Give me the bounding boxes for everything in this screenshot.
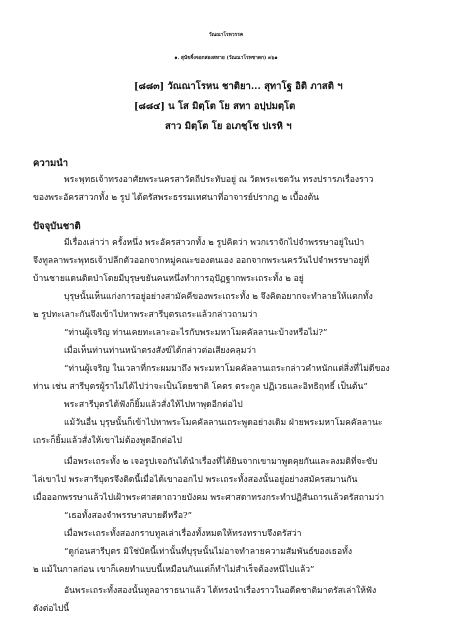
paragraph-line: ไล่เขาไป พระสารีบุตรจึงติดนี้เมื่อได้เขาออกไป พระเถระทั้งสองนั้นอยู่อย่างสมัครสมานกัน bbox=[33, 475, 358, 485]
paragraph-line: เถระก็ยิ้มแล้วสั่งให้เขาไม่ต้องพูดอีกต่อไป bbox=[33, 436, 182, 446]
page-subtitle: ๑. สุนัขจิ้งจอกสองสหาย (วัณณาโรหชาดก) ๓๖๑ bbox=[174, 55, 278, 61]
paragraph-line: เมื่อพระเถระทั้งสองกราบทูลเล่าเรื่องทั้งหมดให้ทรงทราบจึงตรัสว่า bbox=[64, 529, 302, 539]
paragraph-line: แม้วันอื่น บุรุษนั้นก็เข้าไปหาพระโมคคัลลานเถระพูดอย่างเดิม ฝ่ายพระมหาโมคคัลลานะ bbox=[64, 418, 383, 428]
verse-line-1: [๘๘๓] วัณณาโรหน ชาติยา... สุทาโฐ อิติ ภาสติ ฯ bbox=[134, 81, 343, 92]
paragraph-line: อันพระเถระทั้งสองนั้นทูลอาราธนาแล้ว ได้ทรงนำเรื่องราวในอดีตชาติมาตรัสเล่าให้ฟัง bbox=[64, 586, 377, 596]
paragraph-line: ๒ รูปทะเลาะกันจึงเข้าไปหาพระสารีบุตรเถระแล้วกล่าวถามว่า bbox=[33, 310, 258, 320]
paragraph-line: บุรุษนั้นเห็นแก่งการอยู่อย่างสามัคคีของพระเถระทั้ง ๒ จึงคิดอยากจะทำลายให้แตกทั้ง bbox=[64, 292, 373, 302]
verse-line-3: สาว มิตฺโต โย อเภชฺโช ปเรหิ ฯ bbox=[165, 121, 292, 132]
paragraph-line: ท่าน เช่น สารีบุตรผู้ราไม่ได้ไปว่าจะเป็นโดยชาติ โคตร ตระกูล ปฏิเวธและอิทธิฤทธิ์ เป็นต้น” bbox=[33, 382, 368, 392]
section-heading-present: ปัจจุบันชาติ bbox=[33, 221, 81, 232]
paragraph-line: มีเรื่องเล่าว่า ครั้งหนึ่ง พระอัครสาวกทั้ง ๒ รูปคิดว่า พวกเราจักไปจำพรรษาอยู่ในป่า bbox=[64, 238, 365, 248]
paragraph-line: “ท่านผู้เจริญ ท่านเคยทะเลาะอะไรกับพระมหาโมคคัลลานะบ้างหรือไม่?” bbox=[64, 328, 328, 338]
paragraph-line: บ้านชายแดนติดป่าโดยมีบุรุษขยันคนหนึ่งทำการอุปัฏฐากพระเถระทั้ง ๒ อยู่ bbox=[33, 274, 304, 284]
section-heading-intro: ความนำ bbox=[33, 158, 69, 169]
paragraph-line: จึงทูลลาพระพุทธเจ้าปลีกตัวออกจากหมู่คณะของตนเอง ออกจากพระนครวันไปจำพรรษาอยู่ที่ bbox=[33, 256, 370, 266]
intro-line: พระพุทธเจ้าทรงอาศัยพระนครสาวัตถีประทับอยู่ ณ วัดพระเชตวัน ทรงปรารภเรื่องราว bbox=[64, 175, 374, 185]
paragraph-line: “ดูก่อนสารีบุตร มิใช่บัดนี้เท่านั้นที่บุรุษนั้นไม่อาจทำลายความสัมพันธ์ของเธอทั้ง bbox=[64, 547, 353, 557]
paragraph-line: ๒ แม้ในกาลก่อน เขาก็เคยทำแบบนี้เหมือนกันแต่ก็ทำไม่สำเร็จต้องหนีไปแล้ว” bbox=[33, 565, 315, 575]
paragraph-line: เมื่อพระเถระทั้ง ๒ เจอรูปเจอกันได้นำเรื่องที่ได้ยินจากเขามาพูดคุยกันและลงมติที่จะขับ bbox=[64, 457, 378, 467]
paragraph-line: เมื่อออกพรรษาแล้วไปเฝ้าพระศาสดาถวายบังคม พระศาสดาทรงกระทำปฏิสันถารแล้วตรัสถามว่า bbox=[33, 493, 385, 503]
paragraph-line: “เธอทั้งสองจำพรรษาสบายดีหรือ?” bbox=[64, 511, 193, 521]
verse-line-2: [๘๘๔] น โส มิตฺโต โย สทา อปฺปมตฺโต bbox=[134, 101, 296, 112]
paragraph-line: “ท่านผู้เจริญ ในเวลาที่กระผมมาถึง พระมหาโมคคัลลานเถระกล่าวคำหนักแต่สิ่งที่ไม่ดีของ bbox=[64, 364, 390, 374]
paragraph-line: ดังต่อไปนี้ bbox=[33, 604, 70, 614]
intro-line: ของพระอัครสาวกทั้ง ๒ รูป ได้ตรัสพระธรรมเทศนาที่อาจารย์ปรากฏ ๒ เบื้องต้น bbox=[33, 193, 320, 203]
paragraph-line: เมื่อเห็นท่านท่านหน้าตรงสังฆ์ได้กล่าวต่อเสียงคลุมว่า bbox=[64, 346, 257, 356]
page-title: วัณณาโรหวรรค bbox=[208, 32, 244, 38]
paragraph-line: พระสารีบุตรได้ฟังก็ยิ้มแล้วสั่งให้ไปหาพุดอีกต่อไป bbox=[64, 400, 243, 410]
